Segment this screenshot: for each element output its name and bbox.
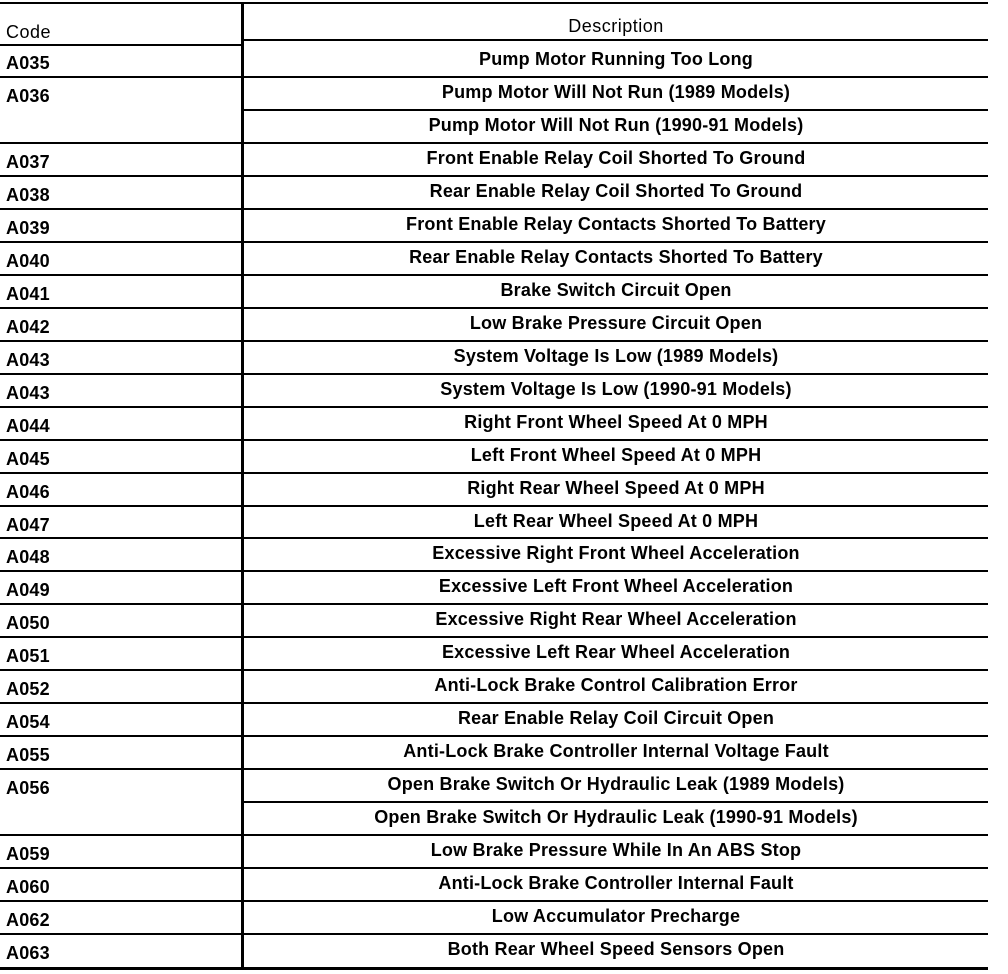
trouble-code: A060: [6, 877, 50, 898]
trouble-code: A056: [6, 778, 50, 799]
trouble-code-description: Rear Enable Relay Coil Shorted To Ground: [429, 180, 803, 201]
trouble-code-description: Excessive Left Front Wheel Acceleration: [438, 576, 794, 597]
trouble-code-description: Pump Motor Running Too Long: [479, 49, 753, 69]
row-divider: [0, 603, 988, 605]
description-sub-divider: [244, 109, 988, 111]
row-divider: [0, 142, 988, 144]
trouble-code-description: Left Rear Wheel Speed At 0 MPH: [473, 510, 759, 531]
trouble-code-description: Open Brake Switch Or Hydraulic Leak (1990-91 Models): [374, 807, 858, 828]
row-divider: [0, 175, 988, 177]
trouble-code: A038: [6, 184, 50, 205]
row-divider: [0, 439, 988, 441]
trouble-code-description: Low Brake Pressure Circuit Open: [469, 312, 763, 333]
description-column-header: Description: [568, 16, 664, 36]
trouble-code-description: Low Brake Pressure While In An ABS Stop: [430, 840, 802, 861]
trouble-code-description: Rear Enable Relay Contacts Shorted To Battery: [409, 246, 823, 267]
trouble-code: A062: [6, 910, 50, 931]
trouble-code-description: Brake Switch Circuit Open: [500, 279, 732, 300]
trouble-code: A043: [6, 382, 50, 403]
trouble-code-description: Front Enable Relay Contacts Shorted To Battery: [406, 213, 826, 234]
row-divider: [0, 274, 988, 276]
trouble-code-description: Excessive Left Rear Wheel Acceleration: [441, 642, 791, 663]
trouble-code-description: Anti-Lock Brake Controller Internal Voltage Fault: [403, 741, 829, 762]
trouble-code-description: Low Accumulator Precharge: [491, 906, 741, 927]
trouble-code: A054: [6, 712, 50, 733]
row-divider: [0, 735, 988, 737]
row-divider: [0, 472, 988, 474]
row-divider: [0, 208, 988, 210]
trouble-code-description: Both Rear Wheel Speed Sensors Open: [447, 939, 785, 960]
trouble-code: A052: [6, 679, 50, 700]
trouble-code-description: Rear Enable Relay Coil Circuit Open: [457, 708, 775, 729]
trouble-code: A051: [6, 646, 50, 667]
code-header-underline: [0, 44, 241, 46]
trouble-code-description: Right Front Wheel Speed At 0 MPH: [464, 411, 768, 432]
trouble-code: A043: [6, 349, 50, 370]
trouble-code: A059: [6, 844, 50, 865]
trouble-code-description: Anti-Lock Brake Control Calibration Error: [434, 675, 798, 696]
trouble-code-description: Pump Motor Will Not Run (1989 Models): [441, 81, 791, 102]
row-divider: [0, 636, 988, 638]
row-divider: [0, 373, 988, 375]
description-header-underline: [244, 39, 988, 41]
trouble-code: A037: [6, 151, 50, 172]
row-divider: [0, 537, 988, 539]
trouble-code-description: Right Rear Wheel Speed At 0 MPH: [467, 477, 765, 498]
trouble-code: A046: [6, 481, 50, 502]
row-divider: [0, 241, 988, 243]
trouble-code-description: System Voltage Is Low (1989 Models): [453, 345, 779, 366]
row-divider: [0, 307, 988, 309]
table-top-border: [0, 2, 988, 4]
code-column-header: Code: [6, 22, 52, 42]
row-divider: [0, 702, 988, 704]
trouble-code-description: Pump Motor Will Not Run (1990-91 Models): [428, 114, 804, 135]
trouble-code-description: Excessive Right Rear Wheel Acceleration: [435, 609, 797, 630]
row-divider: [0, 570, 988, 572]
trouble-code: A050: [6, 613, 50, 634]
trouble-code: A048: [6, 547, 50, 568]
trouble-code: A036: [6, 85, 50, 106]
trouble-code: A042: [6, 316, 50, 337]
row-divider: [0, 340, 988, 342]
trouble-code: A039: [6, 217, 50, 238]
description-sub-divider: [244, 801, 988, 803]
row-divider: [0, 834, 988, 836]
trouble-code: A047: [6, 514, 50, 535]
row-divider: [0, 768, 988, 770]
trouble-code-description: Anti-Lock Brake Controller Internal Fault: [438, 873, 794, 894]
trouble-code: A041: [6, 283, 50, 304]
trouble-code: A063: [6, 943, 50, 964]
row-divider: [0, 669, 988, 671]
row-divider: [0, 76, 988, 78]
trouble-code: A044: [6, 415, 50, 436]
row-divider: [0, 406, 988, 408]
table-bottom-border: [0, 967, 988, 970]
trouble-code: A049: [6, 580, 50, 601]
trouble-code-description: Left Front Wheel Speed At 0 MPH: [470, 444, 762, 465]
row-divider: [0, 900, 988, 902]
trouble-code: A035: [6, 53, 50, 73]
trouble-code: A040: [6, 250, 50, 271]
trouble-code-description: System Voltage Is Low (1990-91 Models): [440, 378, 792, 399]
trouble-code: A045: [6, 448, 50, 469]
row-divider: [0, 505, 988, 507]
trouble-code-description: Excessive Right Front Wheel Acceleration: [432, 543, 800, 564]
trouble-code: A055: [6, 745, 50, 766]
row-divider: [0, 933, 988, 935]
row-divider: [0, 867, 988, 869]
trouble-code-description: Open Brake Switch Or Hydraulic Leak (1989 Models): [387, 774, 845, 795]
trouble-code-description: Front Enable Relay Coil Shorted To Ground: [426, 147, 806, 168]
